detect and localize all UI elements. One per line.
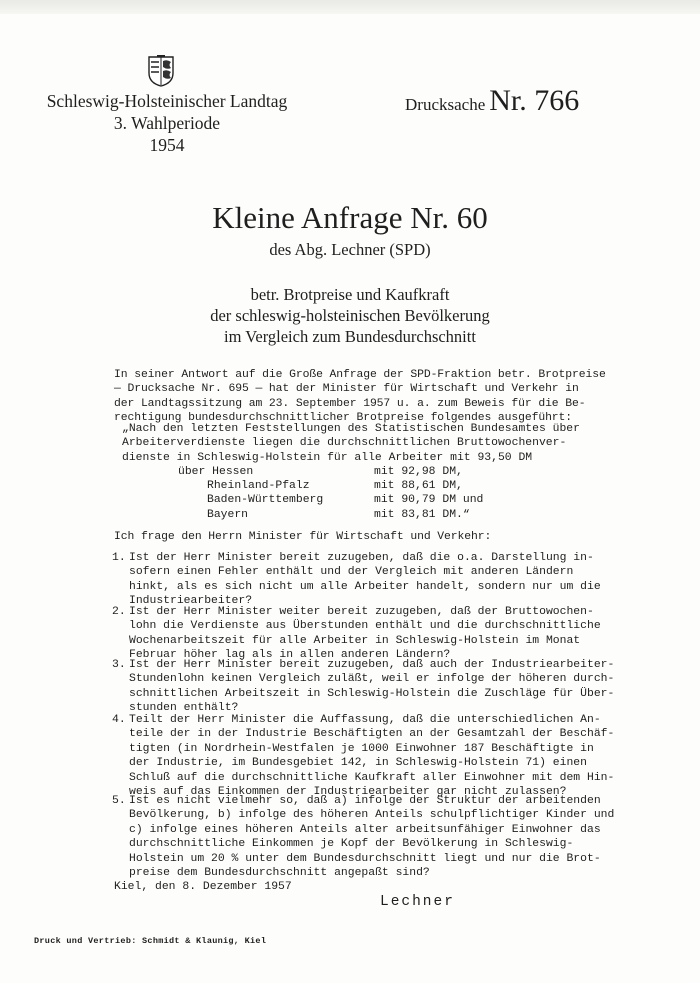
list-item xyxy=(178,465,483,479)
text-line: lohn die Verdienste aus Überstunden enthält und die durchschnittliche xyxy=(129,620,601,633)
wage-value: mit 90,79 DM und xyxy=(374,494,484,507)
state-name: über Hessen xyxy=(178,466,254,478)
wage-comparison-list xyxy=(178,465,483,522)
question-number: 2. xyxy=(112,606,126,618)
printer-imprint: Druck und Vertrieb: Schmidt & Klaunig, Kiel xyxy=(34,936,267,946)
text-line: Ist es nicht vielmehr so, daß a) infolge der Struktur der arbeitenden xyxy=(129,795,601,807)
text-line: Ist der Herr Minister bereit zuzugeben, daß auch der Industriearbeiter- xyxy=(129,659,615,671)
page-subtitle: des Abg. Lechner (SPD) xyxy=(269,240,431,259)
text-line: stunden enthält? xyxy=(129,702,239,715)
text-line: Arbeiterverdienste liegen die durchschnittlichen Bruttowochenver- xyxy=(122,437,567,450)
coat-of-arms-icon xyxy=(148,55,174,87)
text-line: In seiner Antwort auf die Große Anfrage der SPD-Fraktion betr. Brotpreise xyxy=(114,369,606,381)
topic-line: im Vergleich zum Bundesdurchschnitt xyxy=(224,327,476,346)
page-title: Kleine Anfrage Nr. 60 xyxy=(212,200,488,235)
list-item xyxy=(178,508,483,522)
question-number: 4. xyxy=(112,714,126,726)
wage-value: mit 92,98 DM, xyxy=(374,466,463,478)
wage-value: mit 88,61 DM, xyxy=(374,480,463,493)
document-date: Kiel, den 8. Dezember 1957 xyxy=(114,881,292,893)
text-line: Industriearbeiter? xyxy=(129,595,253,608)
text-line: preise dem Bundesdurchschnitt angepaßt sind? xyxy=(129,867,430,880)
document-number xyxy=(405,84,579,118)
quoted-statement xyxy=(122,422,632,465)
text-line: weis auf das Einkommen der Industriearbeiter gar nicht zulassen? xyxy=(129,786,567,799)
topic-block xyxy=(0,284,700,347)
topic-line: der schleswig-holsteinischen Bevölkerung xyxy=(210,306,490,325)
list-item xyxy=(178,493,483,507)
question-number: 1. xyxy=(112,552,126,564)
text-line: der Industrie, im Bundesgebiet 142, in Schleswig-Holstein 71) einen xyxy=(129,757,587,770)
question-lead: Ich frage den Herrn Minister für Wirtschaft und Verkehr: xyxy=(114,531,492,543)
text-line: Bevölkerung, b) infolge des höheren Anteils schulpflichtiger Kinder und xyxy=(129,809,615,822)
doc-label: Drucksache xyxy=(405,95,486,114)
text-line: sofern einen Fehler enthält und der Vergleich mit anderen Ländern xyxy=(129,566,574,579)
state-name: Baden-Württemberg xyxy=(207,494,324,507)
text-line: teile der in der Industrie Beschäftigten an der Gesamtzahl der Beschäf- xyxy=(129,728,615,741)
text-line: c) infolge eines höheren Anteils alter arbeitsunfähiger Einwohner das xyxy=(129,823,601,836)
question-item xyxy=(112,713,634,799)
text-line: durchschnittliche Einkommen je Kopf der Bevölkerung in Schleswig- xyxy=(129,838,574,851)
text-line: Wochenarbeitszeit für alle Arbeiter in Schleswig-Holstein im Monat xyxy=(129,634,581,647)
text-line: Holstein um 20 % unter dem Bundesdurchschnitt liegt und nur die Brot- xyxy=(129,852,601,865)
doc-number: Nr. 766 xyxy=(489,84,580,117)
text-line: Ist der Herr Minister weiter bereit zuzugeben, daß der Bruttowochen- xyxy=(129,606,594,618)
scan-edge xyxy=(0,0,700,14)
text-line: — Drucksache Nr. 695 — hat der Minister für Wirtschaft und Verkehr in xyxy=(114,383,579,396)
question-number: 3. xyxy=(112,659,126,671)
text-line: dienste in Schleswig-Holstein für alle Arbeiter mit 93,50 DM xyxy=(122,451,533,464)
text-line: „Nach den letzten Feststellungen des Statistischen Bundesamtes über xyxy=(122,423,580,435)
question-item xyxy=(112,551,634,609)
text-line: der Landtagssitzung am 23. September 1957 u. a. zum Beweis für die Be- xyxy=(114,397,586,410)
text-line: Schluß auf die durchschnittliche Kaufkraft aller Einwohner mit dem Hin- xyxy=(129,771,615,784)
question-item xyxy=(112,794,634,880)
period-year: 1954 xyxy=(149,135,185,155)
state-name: Bayern xyxy=(207,508,249,521)
intro-paragraph xyxy=(114,368,634,426)
topic-line: betr. Brotpreise und Kaufkraft xyxy=(250,285,450,304)
signature: Lechner xyxy=(380,894,455,910)
wage-value: mit 83,81 DM.“ xyxy=(374,508,470,521)
text-line: schnittlichen Arbeitszeit in Schleswig-Holstein die Zuschläge für Über- xyxy=(129,687,615,700)
text-line: Stundenlohn keinen Vergleich zuläßt, weil er infolge der höheren durch- xyxy=(129,673,615,686)
text-line: Teilt der Herr Minister die Auffassung, daß die unterschiedlichen An- xyxy=(129,714,601,726)
state-name: Rheinland-Pfalz xyxy=(207,480,310,493)
legislative-period: 3. Wahlperiode xyxy=(113,113,221,133)
parliament-name: Schleswig-Holsteinischer Landtag xyxy=(46,91,288,111)
question-number: 5. xyxy=(112,795,126,807)
letterhead-left xyxy=(42,90,292,156)
text-line: Februar höher lag als in allen anderen Ländern? xyxy=(129,649,451,662)
list-item xyxy=(178,479,483,493)
text-line: rechtigung bundesdurchschnittlicher Brotpreise folgendes ausgeführt: xyxy=(114,412,573,425)
text-line: hinkt, als es sich nicht um alle Arbeiter handelt, sondern nur um die xyxy=(129,580,601,593)
text-line: Ist der Herr Minister bereit zuzugeben, daß die o.a. Darstellung in- xyxy=(129,552,594,564)
text-line: tigten (in Nordrhein-Westfalen je 1000 Einwohner 187 Beschäftigte in xyxy=(129,742,594,755)
question-item xyxy=(112,658,634,716)
question-item xyxy=(112,605,634,663)
